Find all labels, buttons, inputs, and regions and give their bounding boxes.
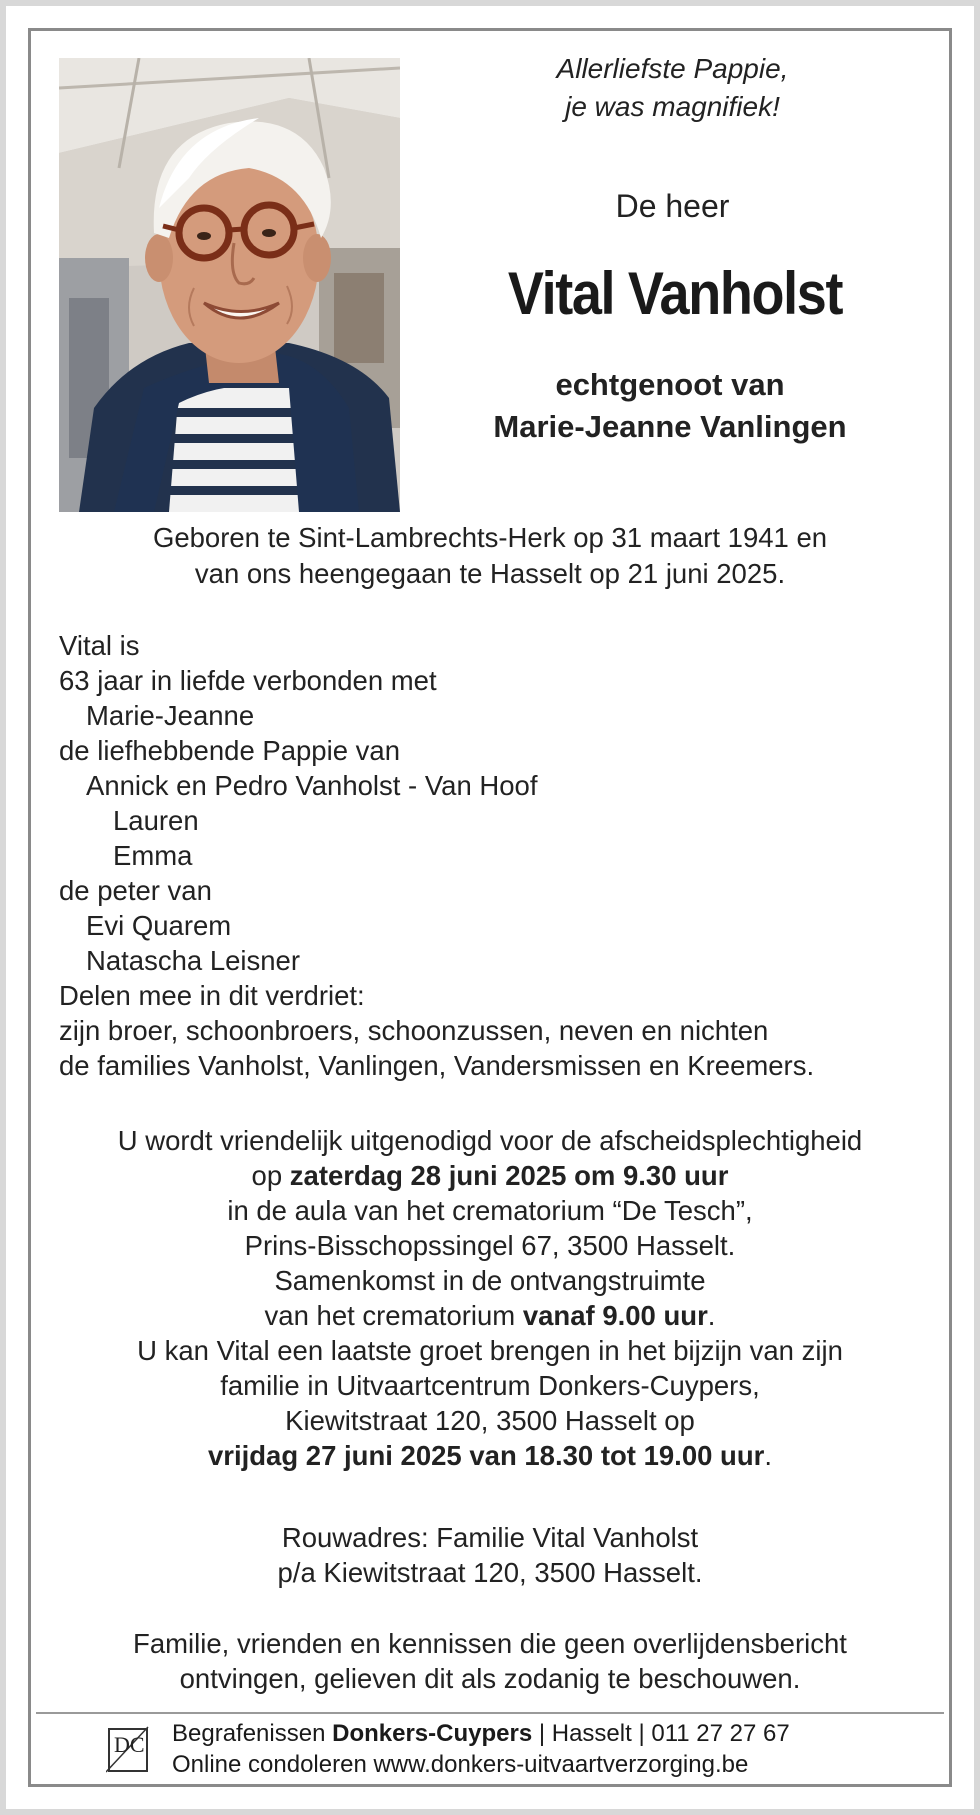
- family-line: Lauren: [113, 805, 199, 836]
- service-time-bold: vanaf 9.00 uur: [522, 1300, 708, 1331]
- service-date-bold: zaterdag 28 juni 2025 om 9.30 uur: [289, 1160, 729, 1191]
- quote-line-2: je was magnifiek!: [565, 91, 780, 122]
- service-line: [40, 1158, 940, 1193]
- service-line: U kan Vital een laatste groet brengen in het bijzijn van zijn: [137, 1335, 843, 1366]
- family-line: zijn broer, schoonbroers, schoonzussen, neven en nichten: [59, 1015, 769, 1046]
- address-line-2: p/a Kiewitstraat 120, 3500 Hasselt.: [277, 1557, 703, 1588]
- family-line: Delen mee in dit verdriet:: [59, 980, 365, 1011]
- honorific: De heer: [615, 188, 730, 224]
- family-line: de liefhebbende Pappie van: [59, 735, 400, 766]
- notice-line-1: Familie, vrienden en kennissen die geen overlijdensbericht: [133, 1628, 847, 1659]
- spouse-line-1: echtgenoot van: [555, 367, 785, 402]
- service-text: op: [251, 1160, 290, 1191]
- family-line: de families Vanholst, Vanlingen, Vandersmissen en Kreemers.: [59, 1050, 815, 1081]
- notice-line-2: ontvingen, gelieven dit als zodanig te beschouwen.: [179, 1663, 801, 1694]
- family-line: Vital is: [59, 630, 140, 661]
- spouse-block: [430, 364, 910, 448]
- footer-line-1: [172, 1718, 932, 1749]
- family-line: Annick en Pedro Vanholst - Van Hoof: [86, 770, 538, 801]
- footer-text: Begrafenissen: [172, 1720, 333, 1747]
- service-line: Kiewitstraat 120, 3500 Hasselt op: [285, 1405, 695, 1436]
- service-line: [40, 1298, 940, 1333]
- footer-divider: [36, 1712, 944, 1714]
- logo-letters: DC: [114, 1732, 145, 1757]
- service-text: .: [707, 1300, 716, 1331]
- birth-death-block: [60, 520, 920, 592]
- service-line: Prins-Bisschopssingel 67, 3500 Hasselt.: [244, 1230, 736, 1261]
- funeral-home-logo: [106, 1724, 152, 1776]
- family-line: 63 jaar in liefde verbonden met: [59, 665, 437, 696]
- footer-condolence-link[interactable]: Online condoleren www.donkers-uitvaartverzorging.be: [172, 1751, 749, 1778]
- family-line: Emma: [113, 840, 193, 871]
- family-line: Marie-Jeanne: [86, 700, 255, 731]
- service-text: van het crematorium: [264, 1300, 523, 1331]
- quote-line-1: Allerliefste Pappie,: [556, 53, 789, 84]
- service-line: Samenkomst in de ontvangstruimte: [274, 1265, 706, 1296]
- closing-notice: [40, 1626, 940, 1696]
- family-line: Natascha Leisner: [86, 945, 301, 976]
- spouse-line-2: Marie-Jeanne Vanlingen: [493, 409, 847, 444]
- opening-quote: [470, 50, 875, 126]
- portrait-photo: [59, 58, 400, 512]
- mourning-address: [40, 1520, 940, 1590]
- viewing-date-bold: vrijdag 27 juni 2025 van 18.30 tot 19.00 uur: [207, 1440, 765, 1471]
- family-line: de peter van: [59, 875, 212, 906]
- footer-contact: | Hasselt | 011 27 27 67: [532, 1720, 790, 1747]
- service-line: in de aula van het crematorium “De Tesch”,: [227, 1195, 753, 1226]
- footer-credits: [172, 1718, 932, 1780]
- family-line: Evi Quarem: [86, 910, 232, 941]
- funeral-home-name: Donkers-Cuypers: [332, 1720, 533, 1747]
- address-line-1: Rouwadres: Familie Vital Vanholst: [281, 1522, 699, 1553]
- deceased-name: Vital Vanholst: [507, 260, 843, 327]
- born-line-1: Geboren te Sint-Lambrechts-Herk op 31 maart 1941 en: [152, 522, 828, 553]
- service-line: familie in Uitvaartcentrum Donkers-Cuypers,: [220, 1370, 760, 1401]
- family-list: [59, 628, 939, 1083]
- service-text: .: [764, 1440, 772, 1471]
- service-line: [40, 1438, 940, 1473]
- service-line: U wordt vriendelijk uitgenodigd voor de afscheidsplechtigheid: [117, 1125, 863, 1156]
- service-details: [40, 1123, 940, 1473]
- born-line-2: van ons heengegaan te Hasselt op 21 juni 2025.: [194, 558, 786, 589]
